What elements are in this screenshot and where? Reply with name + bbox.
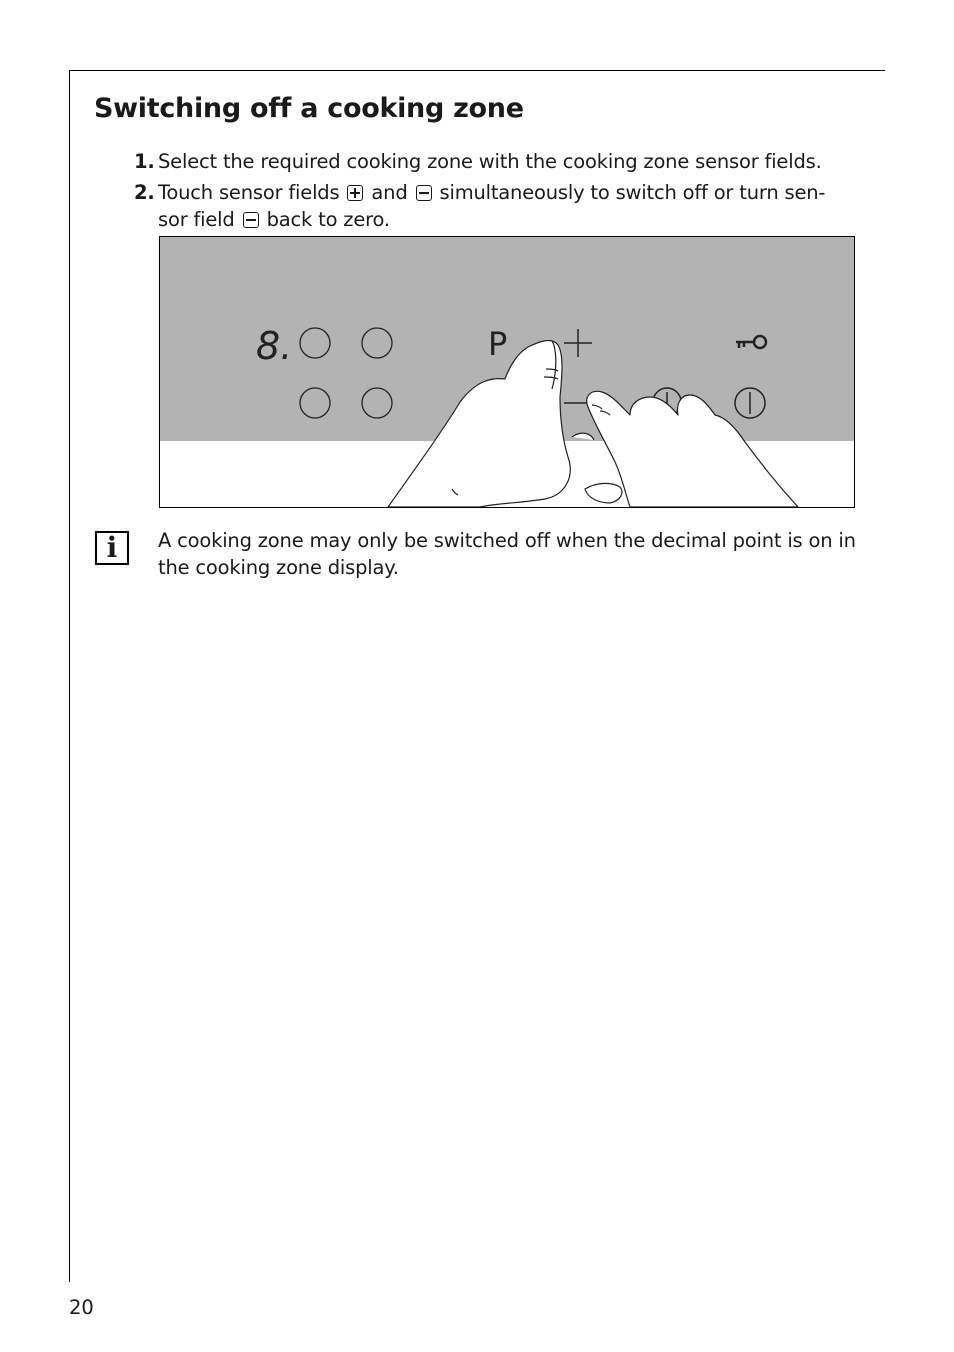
info-icon: i <box>95 531 129 565</box>
minus-sensor-icon <box>416 185 432 201</box>
step-text-part: Touch sensor fields <box>158 181 340 204</box>
step-text-part: and <box>371 181 408 204</box>
step-2 <box>134 179 864 233</box>
step-text-part: back to zero. <box>266 208 390 231</box>
step-text-part: sor field <box>158 208 235 231</box>
minus-sensor-icon <box>243 212 259 228</box>
info-note: A cooking zone may only be switched off when the decimal point is on in the cooking zone display. <box>158 529 856 579</box>
plus-sensor-icon <box>347 185 363 201</box>
step-number: 1. <box>134 150 155 173</box>
left-rule <box>69 70 70 1282</box>
step-text-part: simultaneously to switch off or turn sen- <box>439 181 826 204</box>
steps-list <box>134 148 864 237</box>
page-heading: Switching off a cooking zone <box>94 93 524 124</box>
zone-display-digit: 8. <box>256 324 293 368</box>
step-number: 2. <box>134 181 155 204</box>
page-number: 20 <box>69 1296 94 1319</box>
control-panel-figure <box>159 236 855 508</box>
top-rule <box>69 70 885 71</box>
control-panel-illustration <box>160 237 854 507</box>
step-text: Select the required cooking zone with the cooking zone sensor fields. <box>158 150 822 173</box>
step-1 <box>134 148 864 175</box>
step-text <box>158 179 864 233</box>
program-label: P <box>488 325 508 363</box>
